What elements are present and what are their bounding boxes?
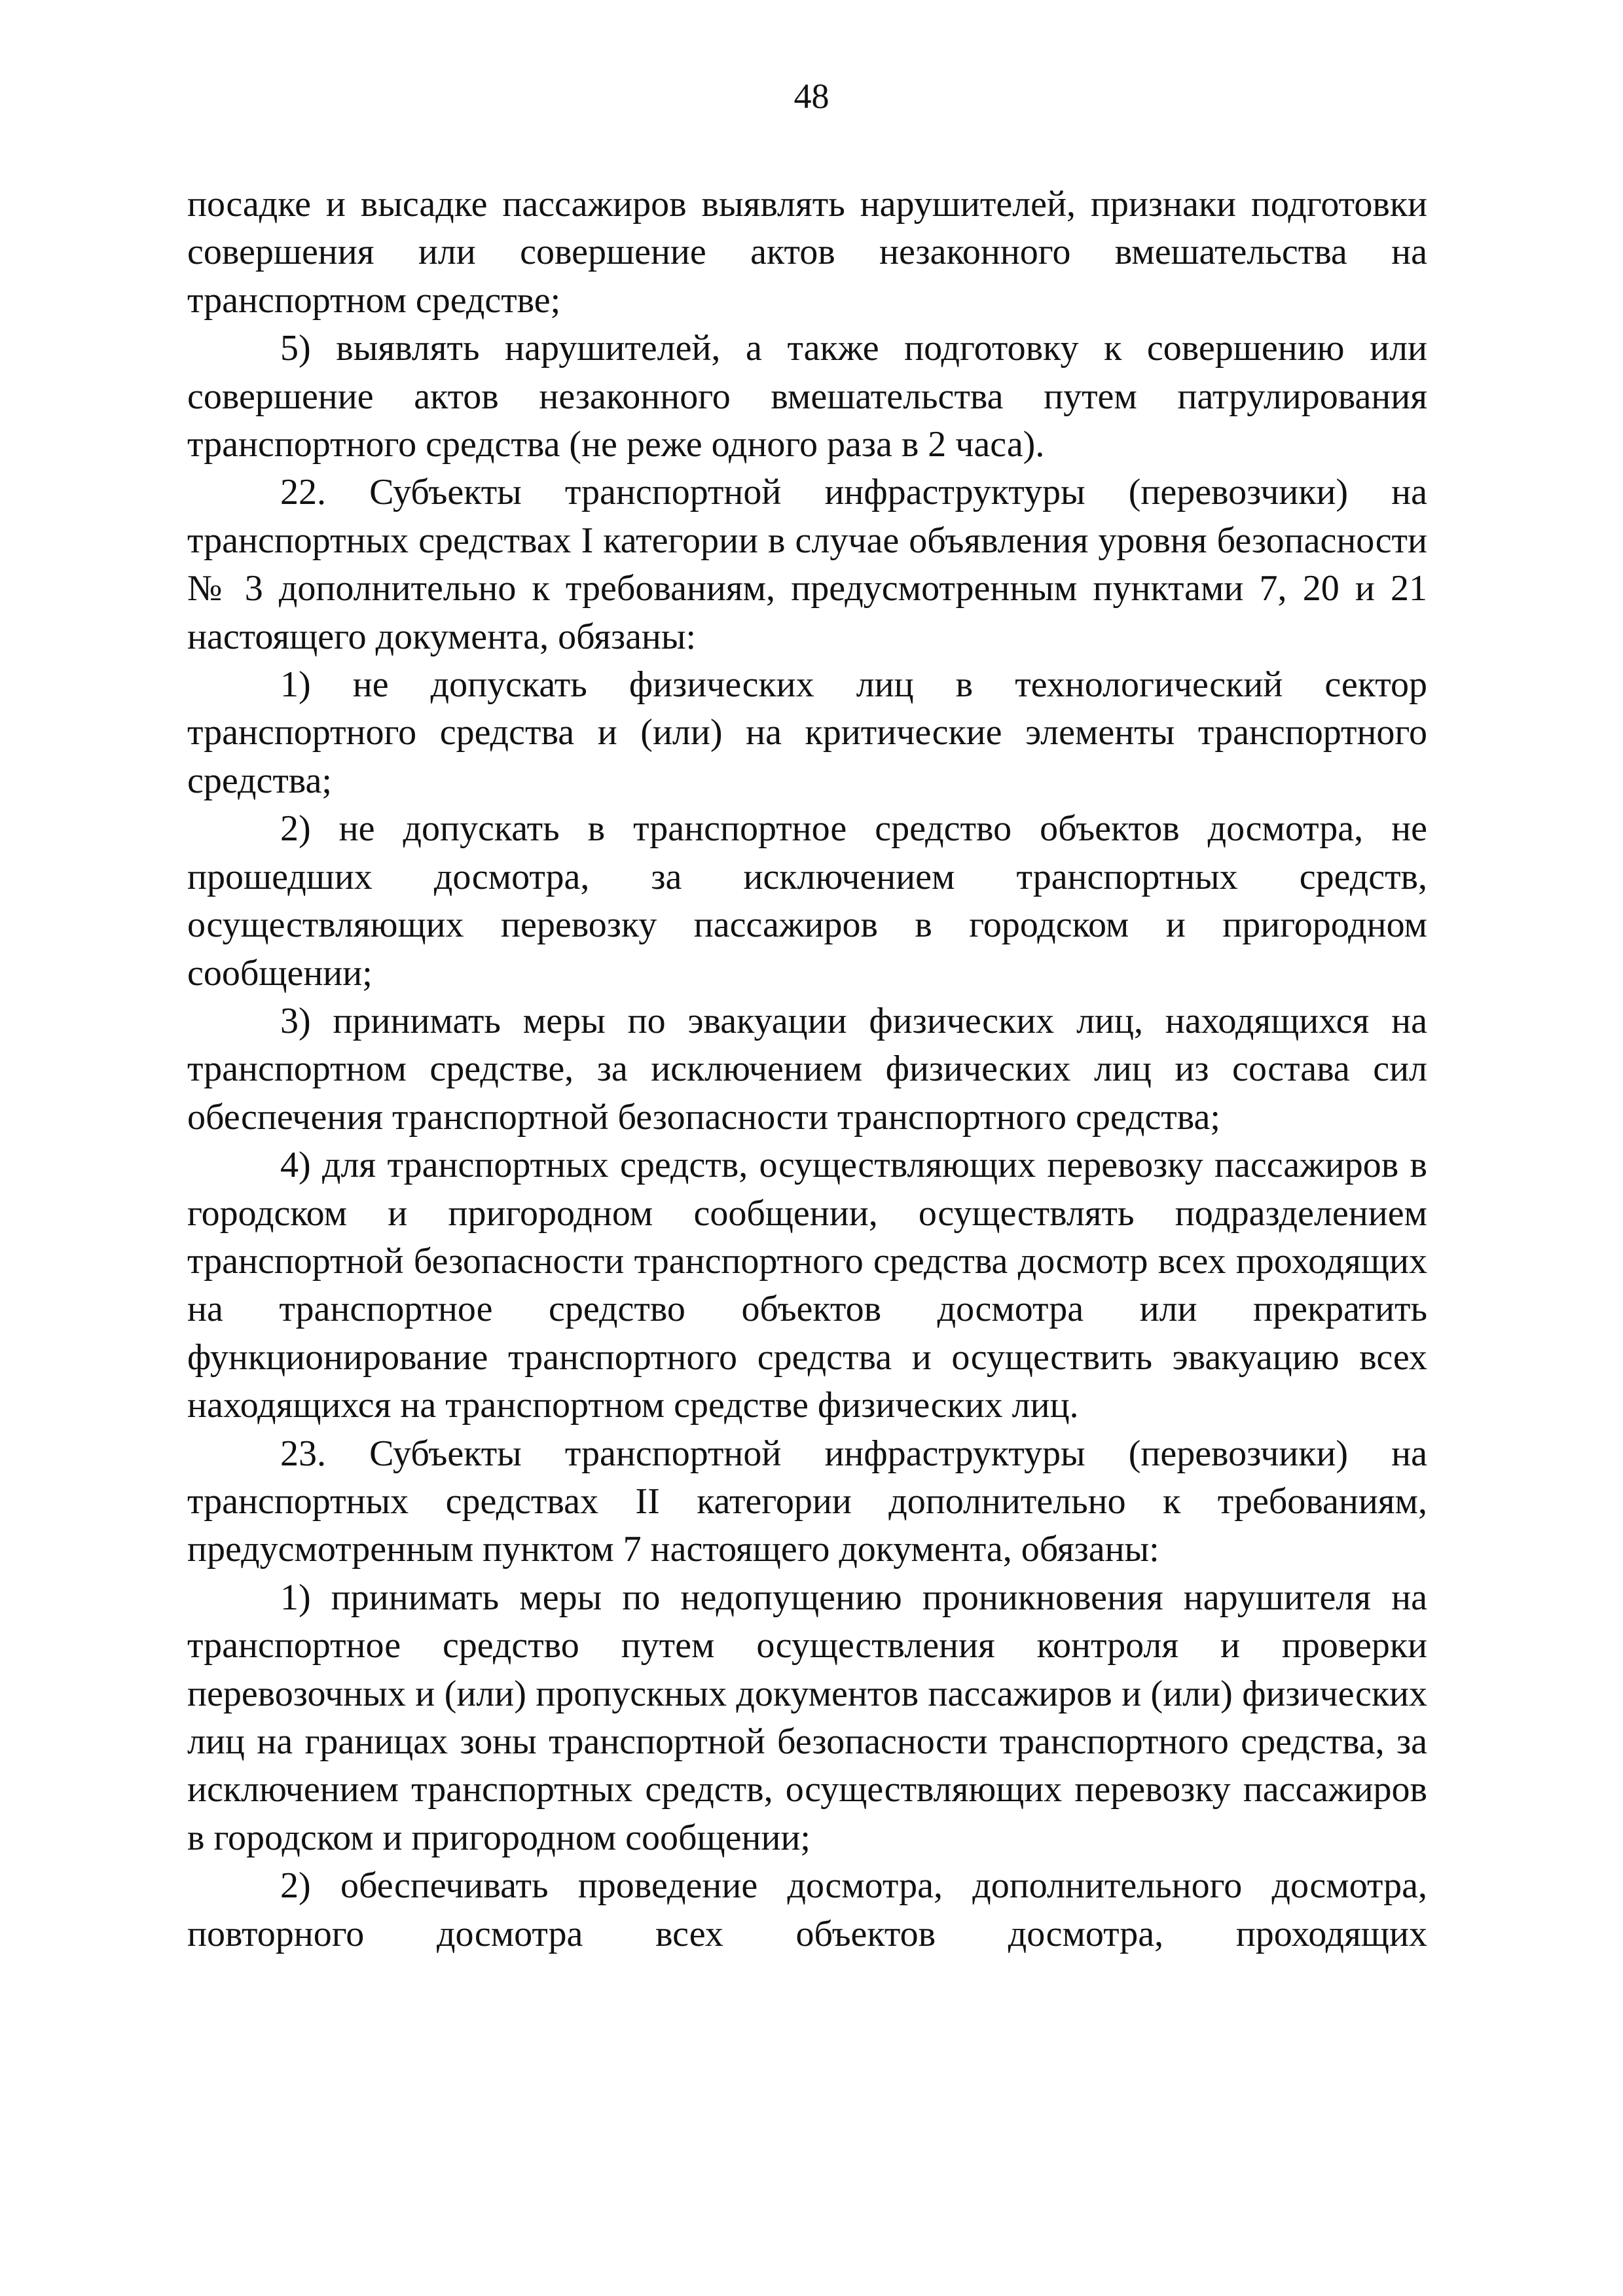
paragraph-item-5: 5) выявлять нарушителей, а также подготовку к совершению или совершение актов незаконного вмешательства путем патрулирования транспортного средства (не реже одного раза в 2 часа). — [187, 328, 1427, 465]
paragraph-clause-22-item-3: 3) принимать меры по эвакуации физических лиц, находящихся на транспортном средстве, за исключением физических лиц из состава сил обеспечения транспортной безопасности транспортного средства; — [187, 1000, 1427, 1138]
paragraph-clause-22-item-4: 4) для транспортных средств, осуществляющих перевозку пассажиров в городском и пригородном сообщении, осуществлять подразделением транспортной безопасности транспортного средства досмотр всех проходящих на транспортное средство объектов досмотра или прекратить функционирование транспортного средства и осуществить эвакуацию всех находящихся на транспортном средстве физических лиц. — [187, 1145, 1427, 1426]
paragraph-clause-23-item-2: 2) обеспечивать проведение досмотра, дополнительного досмотра, повторного досмотра всех объектов досмотра, проходящих — [187, 1865, 1427, 1954]
paragraph-clause-23-item-1: 1) принимать меры по недопущению проникновения нарушителя на транспортное средство путем осуществления контроля и проверки перевозочных и (или) пропускных документов пассажиров и (или) физических лиц на границах зоны транспортной безопасности транспортного средства, за исключением транспортных средств, осуществляющих перевозку пассажиров в городском и пригородном сообщении; — [187, 1577, 1427, 1858]
paragraph-continuation: посадке и высадке пассажиров выявлять нарушителей, признаки подготовки совершения или совершение актов незаконного вмешательства на транспортном средстве; — [187, 184, 1427, 321]
document-body — [187, 181, 1427, 1958]
paragraph-clause-22: 22. Субъекты транспортной инфраструктуры (перевозчики) на транспортных средствах I категории в случае объявления уровня безопасности № 3 дополнительно к требованиям, предусмотренным пунктами 7, 20 и 21 настоящего документа, обязаны: — [187, 472, 1427, 657]
paragraph-clause-23: 23. Субъекты транспортной инфраструктуры (перевозчики) на транспортных средствах II категории дополнительно к требованиям, предусмотренным пунктом 7 настоящего документа, обязаны: — [187, 1433, 1427, 1570]
page-number: 48 — [793, 77, 830, 116]
paragraph-clause-22-item-1: 1) не допускать физических лиц в технологический сектор транспортного средства и (или) на критические элементы транспортного средства; — [187, 664, 1427, 801]
paragraph-clause-22-item-2: 2) не допускать в транспортное средство объектов досмотра, не прошедших досмотра, за исключением транспортных средств, осуществляющих перевозку пассажиров в городском и пригородном сообщении; — [187, 808, 1427, 994]
